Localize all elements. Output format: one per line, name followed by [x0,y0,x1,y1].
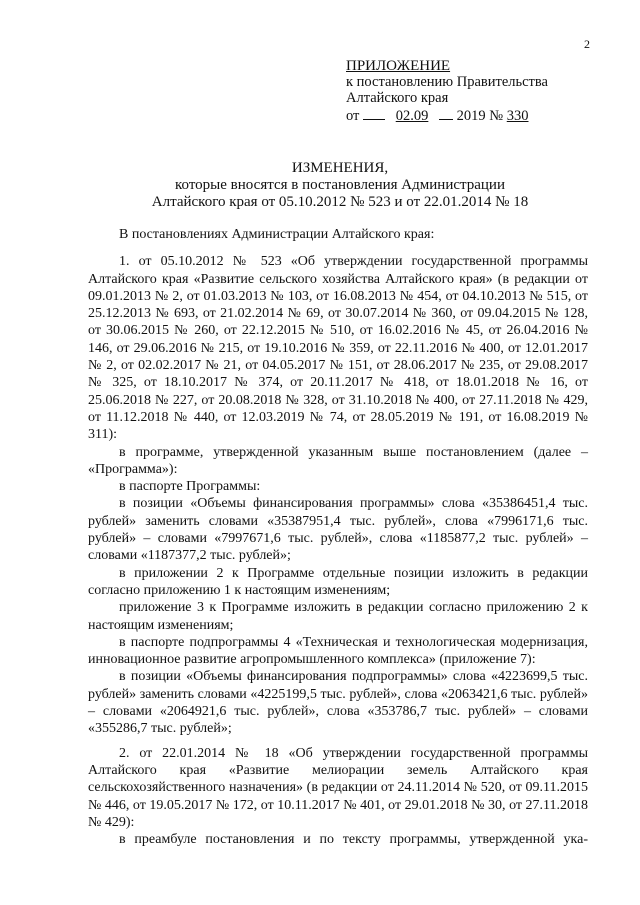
date-underline-left [363,107,385,120]
preamble-paragraph: в преамбуле постановления и по тексту программы, утвержденной ука- [119,832,588,848]
year-text: 2019 [456,108,486,124]
financing-subprogram-paragraph: в позиции «Объемы финансирования подпрограммы» слова «4223699,5 тыс. рублей» заменить словами «4225199,5 тыс. рублей», слова «2063421,6 тыс. рублей» – словами «2064921,6 тыс. рублей», слова «353786,7 тыс. рублей» – словами «355286,7 тыс. рублей»; [88,669,588,737]
document-body [88,226,588,848]
subprogram-passport-paragraph: в паспорте подпрограммы 4 «Техническая и технологическая модернизация, инновационное развитие агропромышленного комплекса» (приложение 7): [88,634,588,668]
appendix-2-paragraph: в приложении 2 к Программе отдельные позиции изложить в редакции согласно приложению 1 к настоящим изменениям; [88,565,588,598]
number-sign: № [489,108,504,124]
item-1-paragraph: 1. от 05.10.2012 № 523 «Об утверждении государственной программы Алтайского края «Развитие сельского хозяйства Алтайского края» (в редакции от 09.01.2013 № 2, от 01.03.2013 № 103, от 16.08.2013 № 454, от 04.10.2013 № 515, от 25.12.2013 № 693, от 21.02.2014 № 69, от 30.07.2014 № 360, от 09.04.2015 № 128, от 30.06.2015 № 260, от 22.12.2015 № 510, от 16.02.2016 № 45, от 26.04.2016 № 146, от 29.06.2016 № 215, от 19.10.2016 № 359, от 22.11.2016 № 400, от 12.01.2017 № 2, от 02.02.2017 № 21, от 04.05.2017 № 151, от 28.06.2017 № 235, от 29.08.2017 № 325, от 18.10.2017 № 374, от 20.11.2017 № 418, от 18.01.2018 № 16, от 25.06.2018 № 227, от 20.08.2018 № 328, от 31.10.2018 № 400, от 27.11.2018 № 429, от 11.12.2018 № 440, от 12.03.2019 № 74, от 28.05.2019 № 191, от 16.08.2019 № 311): [88,254,588,443]
financing-program-paragraph: в позиции «Объемы финансирования программы» слова «35386451,4 тыс. рублей» заменить словами «35387951,4 тыс. рублей», слова «7996171,6 тыс. рублей» – словами «7997671,6 тыс. рублей», слова «1185877,2 тыс. рублей» – словами «1187377,2 тыс. рублей»; [88,496,588,564]
intro-paragraph: В постановлениях Администрации Алтайского края: [119,227,435,242]
appendix-block [346,58,616,124]
appendix-title: ПРИЛОЖЕНИЕ [346,58,451,74]
appendix-date-line [346,107,616,124]
date-prefix: от [346,108,360,124]
changes-heading [80,160,600,211]
program-paragraph: в программе, утвержденной указанным выше постановлением (далее – «Программа»): [88,444,588,477]
appendix-line-2: Алтайского края [346,90,449,106]
appendix-3-paragraph: приложение 3 к Программе изложить в редакции согласно приложению 2 к настоящим изменениям; [88,600,588,633]
date-underline-right [439,107,453,120]
date-value: 02.09 [395,108,429,124]
passport-paragraph: в паспорте Программы: [119,479,261,495]
page-number: 2 [584,37,590,51]
appendix-line-1: к постановлению Правительства [346,74,548,90]
heading-line-2: Алтайского края от 05.10.2012 № 523 и от 22.01.2014 № 18 [151,194,529,210]
item-2-paragraph: 2. от 22.01.2014 № 18 «Об утверждении государственной программы Алтайского края «Развитие мелиорации земель Алтайского края сельскохозяйственного назначения» (в редакции от 24.11.2014 № 520, от 09.11.2015 № 446, от 19.05.2017 № 172, от 10.11.2017 № 401, от 29.01.2018 № 30, от 27.11.2018 № 429): [88,745,588,830]
number-value: 330 [506,108,529,124]
heading-title: ИЗМЕНЕНИЯ, [291,160,389,176]
heading-line-1: которые вносятся в постановления Администрации [175,177,505,193]
